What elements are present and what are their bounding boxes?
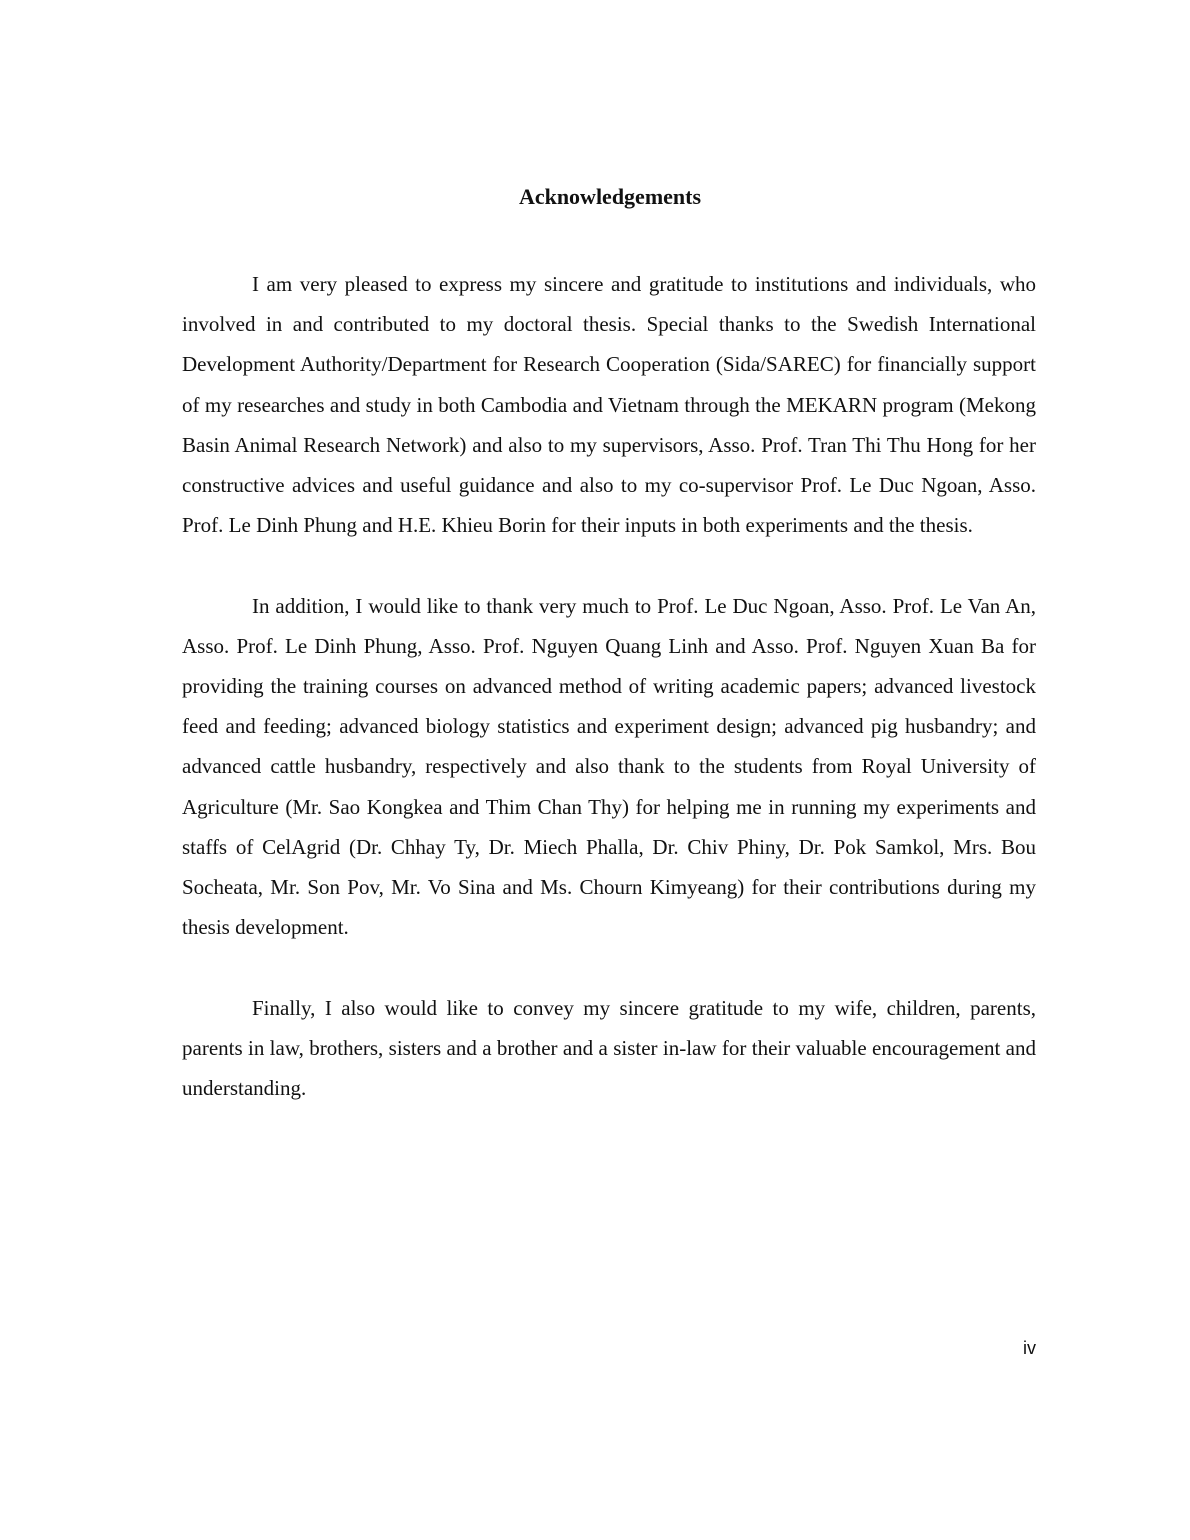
page-number: iv bbox=[1023, 1338, 1036, 1358]
paragraph-institutions: I am very pleased to express my sincere and gratitude to institutions and individuals, who involved in and contributed to my doctoral thesis. Special thanks to the Swedish International Development Authority/Department for Research Cooperation (Sida/SAREC) for financially support of my researches and study in both Cambodia and Vietnam through the MEKARN program (Mekong Basin Animal Research Network) and also to my supervisors, Asso. Prof. Tran Thi Thu Hong for her constructive advices and useful guidance and also to my co-supervisor Prof. Le Duc Ngoan, Asso. Prof. Le Dinh Phung and H.E. Khieu Borin for their inputs in both experiments and the thesis. bbox=[182, 272, 1036, 538]
acknowledgements-body bbox=[182, 264, 1036, 1148]
paragraph-training-courses: In addition, I would like to thank very much to Prof. Le Duc Ngoan, Asso. Prof. Le Van An, Asso. Prof. Le Dinh Phung, Asso. Prof. Nguyen Quang Linh and Asso. Prof. Nguyen Xuan Ba for providing the training courses on advanced method of writing academic papers; advanced livestock feed and feeding; advanced biology statistics and experiment design; advanced pig husbandry; and advanced cattle husbandry, respectively and also thank to the students from Royal University of Agriculture (Mr. Sao Kongkea and Thim Chan Thy) for helping me in running my experiments and staffs of CelAgrid (Dr. Chhay Ty, Dr. Miech Phalla, Dr. Chiv Phiny, Dr. Pok Samkol, Mrs. Bou Socheata, Mr. Son Pov, Mr. Vo Sina and Ms. Chourn Kimyeang) for their contributions during my thesis development. bbox=[182, 593, 1036, 940]
paragraph-family: Finally, I also would like to convey my sincere gratitude to my wife, children, parents, parents in law, brothers, sisters and a brother and a sister in-law for their valuable encouragement and understanding. bbox=[182, 995, 1036, 1101]
page-title: Acknowledgements bbox=[518, 184, 702, 209]
